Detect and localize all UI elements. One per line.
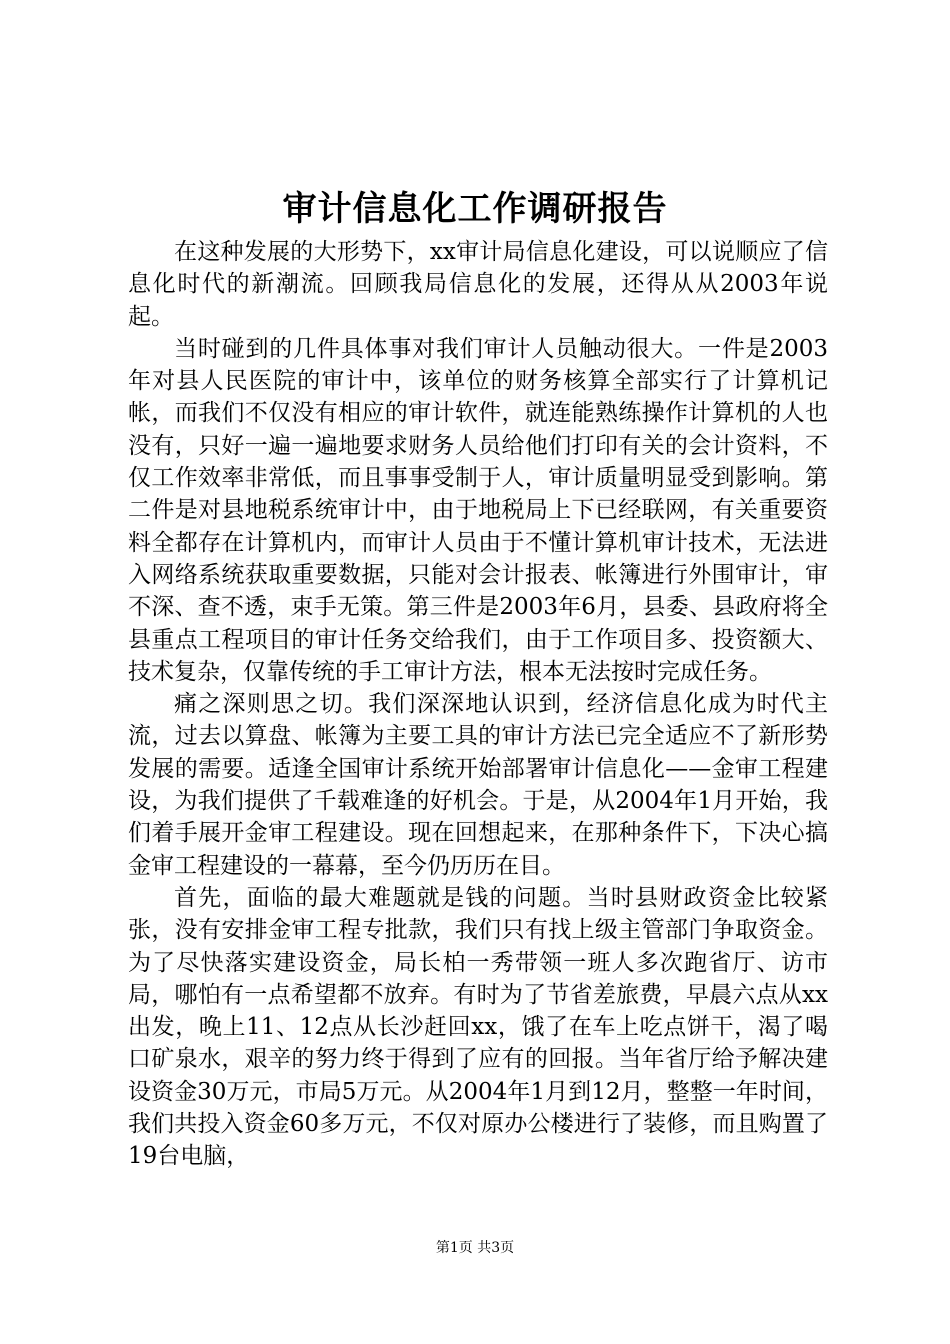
- paragraph: 在这种发展的大形势下，xx审计局信息化建设，可以说顺应了信息化时代的新潮流。回顾我局信息化的发展，还得从从2003年说起。: [128, 239, 828, 330]
- document-title: 审计信息化工作调研报告: [282, 189, 668, 229]
- document-body: [128, 236, 828, 1173]
- paragraph: 当时碰到的几件具体事对我们审计人员触动很大。一件是2003年对县人民医院的审计中，该单位的财务核算全部实行了计算机记帐，而我们不仅没有相应的审计软件，就连能熟练操作计算机的人也没有，只好一遍一遍地要求财务人员给他们打印有关的会计资料，不仅工作效率非常低，而且事事受制于人，审计质量明显受到影响。第二件是对县地税系统审计中，由于地税局上下已经联网，有关重要资料全都存在计算机内，而审计人员由于不懂计算机审计技术，无法进入网络系统获取重要数据，只能对会计报表、帐簿进行外围审计，审不深、查不透，束手无策。第三件是2003年6月，县委、县政府将全县重点工程项目的审计任务交给我们，由于工作项目多、投资额大、技术复杂，仅靠传统的手工审计方法，根本无法按时完成任务。: [128, 335, 828, 685]
- page-footer: 第1页 共3页: [435, 1240, 515, 1256]
- paragraph: 首先，面临的最大难题就是钱的问题。当时县财政资金比较紧张，没有安排金审工程专批款，我们只有找上级主管部门争取资金。为了尽快落实建设资金，局长柏一秀带领一班人多次跑省厅、访市局，哪怕有一点希望都不放弃。有时为了节省差旅费，早晨六点从xx出发，晚上11、12点从长沙赶回xx，饿了在车上吃点饼干，渴了喝口矿泉水，艰辛的努力终于得到了应有的回报。当年省厅给予解决建设资金30万元，市局5万元。从2004年1月到12月，整整一年时间，我们共投入资金60多万元，不仅对原办公楼进行了装修，而且购置了19台电脑，: [128, 884, 828, 1170]
- paragraph: 痛之深则思之切。我们深深地认识到，经济信息化成为时代主流，过去以算盘、帐簿为主要工具的审计方法已完全适应不了新形势发展的需要。适逢全国审计系统开始部署审计信息化——金审工程建设，为我们提供了千载难逢的好机会。于是，从2004年1月开始，我们着手展开金审工程建设。现在回想起来，在那种条件下，下决心搞金审工程建设的一幕幕，至今仍历历在目。: [128, 691, 828, 879]
